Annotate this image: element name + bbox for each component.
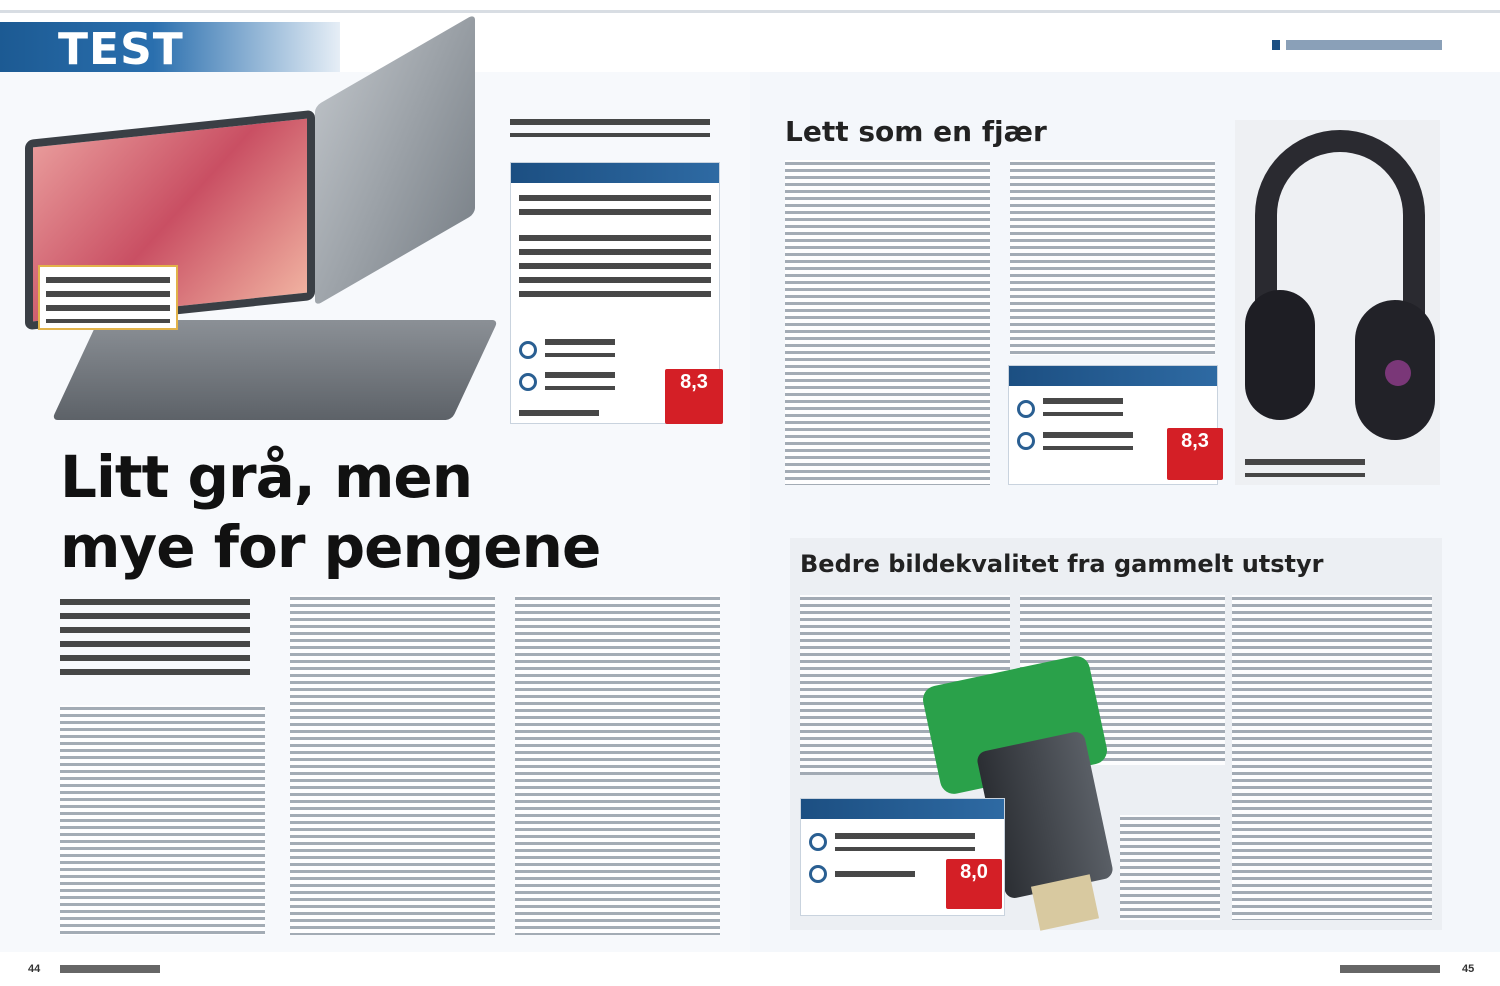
plus-icon [809, 833, 827, 851]
body-column [1010, 160, 1215, 355]
score-badge: 8,0 [946, 859, 1002, 909]
minus-icon [809, 865, 827, 883]
page-number-right: 45 [1462, 963, 1475, 975]
body-column [290, 595, 495, 935]
score-badge: 8,3 [665, 369, 723, 424]
body-column [1120, 815, 1220, 920]
plus-icon [519, 341, 537, 359]
article-headline: Lett som en fjær [785, 115, 1047, 148]
footer-logo-left [60, 965, 160, 973]
top-rule [0, 10, 1500, 13]
image-caption [38, 265, 178, 330]
section-label: TEST [58, 24, 184, 75]
section-banner [0, 22, 340, 75]
spec-box-header [1009, 366, 1217, 386]
section-tag [1272, 40, 1442, 50]
headphones-image [1235, 120, 1440, 485]
photo-caption [510, 115, 710, 137]
article-intro [60, 595, 250, 683]
plus-icon [1017, 400, 1035, 418]
body-column [785, 160, 990, 485]
article-headline: Litt grå, men mye for pengene [60, 443, 601, 581]
spec-box-header [801, 799, 1004, 819]
spec-box-usb [800, 798, 1005, 916]
footer-logo-right [1340, 965, 1440, 973]
score-badge: 8,3 [1167, 428, 1223, 480]
body-column [515, 595, 720, 935]
sidebar-headline: Bedre bildekvalitet fra gammelt utstyr [800, 550, 1324, 578]
minus-icon [519, 373, 537, 391]
spec-box-laptop [510, 162, 720, 424]
minus-icon [1017, 432, 1035, 450]
body-column [1232, 595, 1432, 920]
spec-box-headphones [1008, 365, 1218, 485]
body-column [60, 705, 265, 935]
page-number-left: 44 [28, 963, 41, 975]
spec-box-header [511, 163, 719, 183]
